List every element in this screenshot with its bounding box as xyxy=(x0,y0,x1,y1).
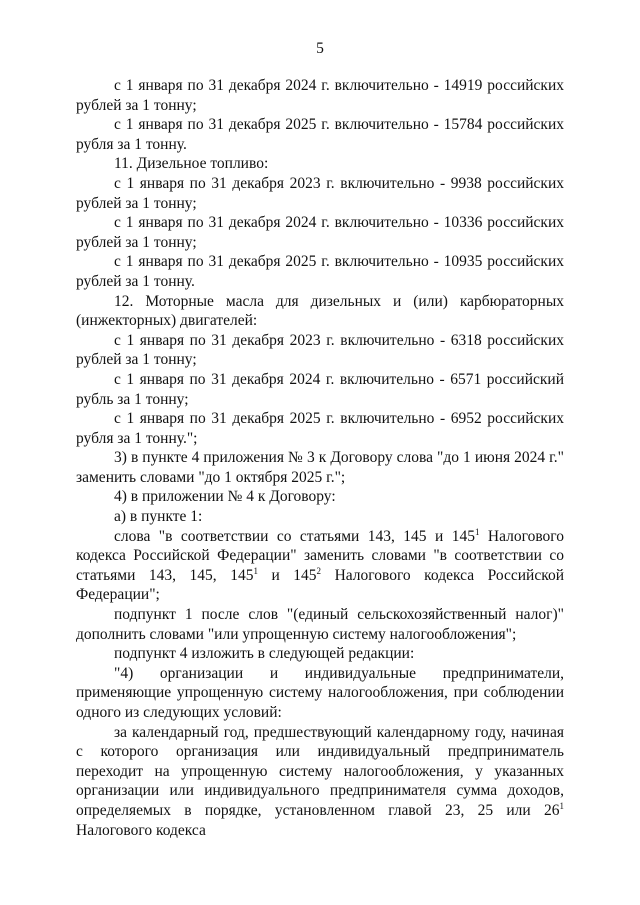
paragraph xyxy=(76,527,564,605)
paragraph-text: с 1 января по 31 декабря 2023 г. включительно - 6318 российских рублей за 1 тонну; xyxy=(76,331,564,369)
paragraph xyxy=(76,487,564,507)
paragraph xyxy=(76,154,564,174)
paragraph xyxy=(76,409,564,448)
paragraph-text: 4) в приложении № 4 к Договору: xyxy=(114,488,336,506)
paragraph-text: с 1 января по 31 декабря 2023 г. включительно - 9938 российских рублей за 1 тонну; xyxy=(76,174,564,212)
paragraph-text: 3) в пункте 4 приложения № 3 к Договору слова "до 1 июня 2024 г." заменить словами "до 1 октября 2025 г."; xyxy=(76,449,564,486)
paragraph xyxy=(76,174,564,213)
paragraph-text: с 1 января по 31 декабря 2024 г. включительно - 14919 российских рублей за 1 тонну; xyxy=(76,77,564,114)
paragraph-text: Налогового кодекса Российской Федерации"; xyxy=(76,566,564,604)
superscript-index: 1 xyxy=(474,526,480,537)
paragraph xyxy=(76,115,564,154)
paragraph-text: Налогового кодекса xyxy=(76,821,206,839)
paragraph xyxy=(76,664,564,723)
paragraph-text: с 1 января по 31 декабря 2024 г. включительно - 10336 российских рублей за 1 тонну; xyxy=(76,214,564,251)
page-number: 5 xyxy=(316,40,324,57)
superscript-index: 2 xyxy=(316,565,322,576)
paragraph-text: с 1 января по 31 декабря 2025 г. включительно - 10935 российских рублей за 1 тонну. xyxy=(76,253,564,290)
paragraph xyxy=(76,213,564,252)
paragraph-text: подпункт 1 после слов "(единый сельскохозяйственный налог)" дополнить словами "или упрощенную систему налогообложения"; xyxy=(76,606,564,643)
paragraph-text: Налогового кодекса Российской Федерации" заменить словами "в соответствии со статьями 143, 145, 145 xyxy=(76,527,564,584)
superscript-index: 1 xyxy=(253,565,258,576)
paragraph xyxy=(76,76,564,115)
paragraph-text: и 145 xyxy=(257,566,317,584)
paragraph xyxy=(76,507,564,527)
paragraph-text: 12. Моторные масла для дизельных и (или) карбюраторных (инжекторных) двигателей: xyxy=(76,292,564,330)
paragraph xyxy=(76,605,564,644)
paragraph-text: с 1 января по 31 декабря 2024 г. включительно - 6571 российский рубль за 1 тонну; xyxy=(76,370,564,408)
paragraph-text: с 1 января по 31 декабря 2025 г. включительно - 15784 российских рубля за 1 тонну. xyxy=(76,116,564,153)
paragraph-text: 11. Дизельное топливо: xyxy=(114,155,269,173)
paragraph xyxy=(76,448,564,487)
paragraph-text: с 1 января по 31 декабря 2025 г. включительно - 6952 российских рубля за 1 тонну."; xyxy=(76,410,564,447)
paragraph-text: слова "в соответствии со статьями 143, 145 и 145 xyxy=(114,527,475,545)
paragraph-text: подпункт 4 изложить в следующей редакции: xyxy=(114,645,415,663)
paragraph xyxy=(76,292,564,331)
paragraph-text: а) в пункте 1: xyxy=(114,508,203,526)
paragraph xyxy=(76,252,564,291)
paragraph xyxy=(76,331,564,370)
paragraph xyxy=(76,370,564,409)
superscript-index: 1 xyxy=(559,800,564,811)
paragraph-text: "4) организации и индивидуальные предприниматели, применяющие упрощенную систему налогообложения, при соблюдении одного из следующих условий: xyxy=(76,664,564,721)
paragraph xyxy=(76,644,564,664)
paragraph-text: за календарный год, предшествующий календарному году, начиная с которого организация или индивидуальный предприниматель переходит на упрощенную систему налогообложения, у указанных организации или индивидуального предпринимателя сумма доходов, определяемых в порядке, установленном главой 23, 25 или 26 xyxy=(76,723,564,819)
paragraph xyxy=(76,723,564,841)
document-body xyxy=(76,76,564,840)
